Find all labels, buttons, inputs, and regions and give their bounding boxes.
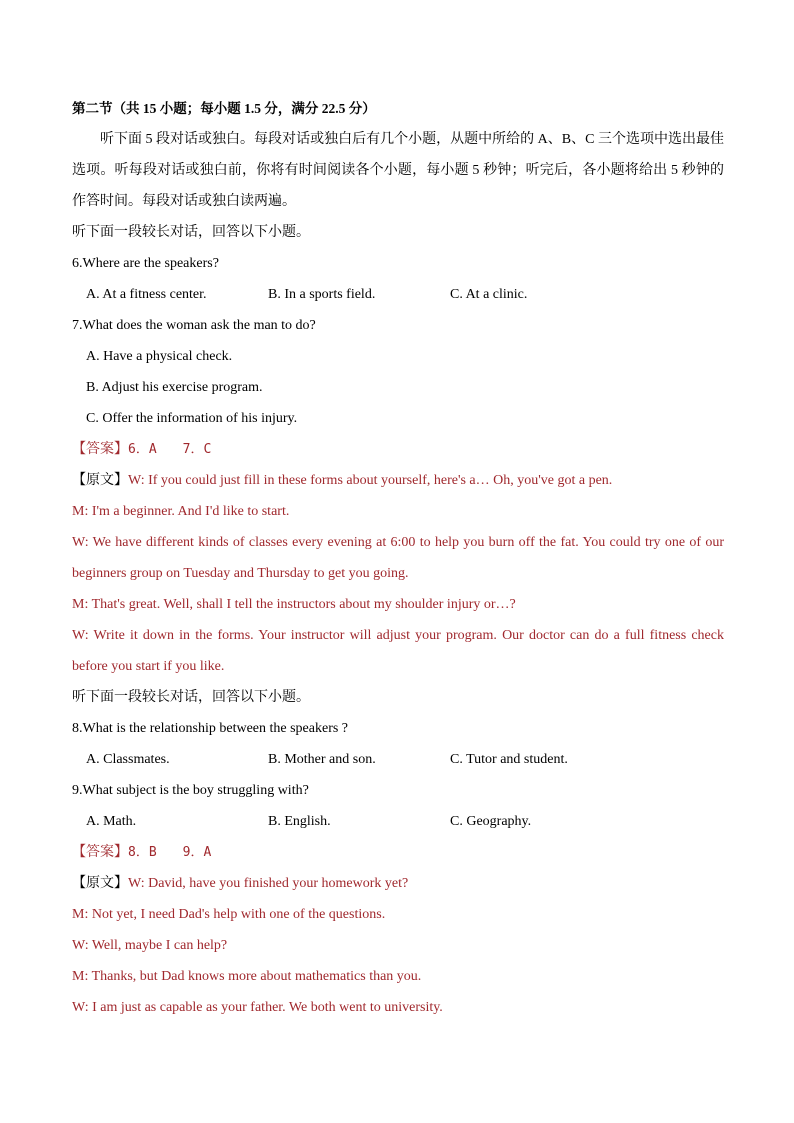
- instructions-line-1: 听下面 5 段对话或独白。每段对话或独白后有几个小题，从题中所给的 A、B、C 三个选项中选出最佳: [100, 132, 724, 147]
- question-6: 6.Where are the speakers?: [72, 256, 219, 271]
- answer-label: 【答案】: [72, 442, 128, 457]
- transcript-line: M: That's great. Well, shall I tell the instructors about my shoulder injury or…?: [72, 597, 516, 612]
- q8-option-c[interactable]: C. Tutor and student.: [450, 752, 568, 767]
- question-8-options: [72, 749, 724, 780]
- question-9: 9.What subject is the boy struggling with?: [72, 783, 309, 798]
- transcript-text: W: David, have you finished your homework yet?: [128, 876, 409, 891]
- transcript-line: before you start if you like.: [72, 659, 225, 674]
- question-8: 8.What is the relationship between the speakers ?: [72, 721, 349, 736]
- q8-option-a[interactable]: A. Classmates.: [86, 752, 170, 767]
- transcript-line: M: I'm a beginner. And I'd like to start.: [72, 504, 290, 519]
- transcript-line: M: Not yet, I need Dad's help with one of the questions.: [72, 907, 386, 922]
- question-6-options: [72, 284, 724, 315]
- answer-block-2: [72, 842, 724, 873]
- q7-option-c[interactable]: C. Offer the information of his injury.: [86, 411, 298, 426]
- instructions-line-3: 作答时间。每段对话或独白读两遍。: [72, 194, 296, 209]
- transcript-line: W: Write it down in the forms. Your instructor will adjust your program. Our doctor can do a full fitness check: [72, 628, 724, 643]
- transcript-line: beginners group on Tuesday and Thursday to get you going.: [72, 566, 409, 581]
- q9-option-c[interactable]: C. Geography.: [450, 814, 532, 829]
- q8-option-b[interactable]: B. Mother and son.: [268, 752, 376, 767]
- transcript-line: [72, 470, 724, 501]
- q7-option-a[interactable]: A. Have a physical check.: [86, 349, 233, 364]
- q9-option-a[interactable]: A. Math.: [86, 814, 137, 829]
- answer-text: 6．A 7．C: [128, 442, 212, 457]
- transcript-line: W: I am just as capable as your father. We both went to university.: [72, 1000, 443, 1015]
- question-9-options: [72, 811, 724, 842]
- q6-option-b[interactable]: B. In a sports field.: [268, 287, 376, 302]
- transcript-line: W: Well, maybe I can help?: [72, 938, 228, 953]
- group1-heading: 听下面一段较长对话，回答以下小题。: [72, 225, 310, 240]
- group2-heading: 听下面一段较长对话，回答以下小题。: [72, 690, 310, 705]
- section-title: 第二节（共 15 小题；每小题 1.5 分，满分 22.5 分）: [72, 101, 376, 116]
- q6-option-a[interactable]: A. At a fitness center.: [86, 287, 207, 302]
- transcript-label: 【原文】: [72, 473, 128, 488]
- transcript-line: [72, 873, 724, 904]
- transcript-label: 【原文】: [72, 876, 128, 891]
- answer-block-1: [72, 439, 724, 470]
- q9-option-b[interactable]: B. English.: [268, 814, 331, 829]
- q7-option-b[interactable]: B. Adjust his exercise program.: [86, 380, 263, 395]
- transcript-text: W: If you could just fill in these forms about yourself, here's a… Oh, you've got a pen.: [128, 473, 613, 488]
- answer-text: 8．B 9．A: [128, 845, 212, 860]
- q6-option-c[interactable]: C. At a clinic.: [450, 287, 528, 302]
- instructions-line-2: 选项。听每段对话或独白前，你将有时间阅读各个小题，每小题 5 秒钟；听完后，各小题将给出 5 秒钟的: [72, 163, 724, 178]
- question-7: 7.What does the woman ask the man to do?: [72, 318, 316, 333]
- exam-page: [72, 98, 724, 1028]
- answer-label: 【答案】: [72, 845, 128, 860]
- transcript-line: W: We have different kinds of classes every evening at 6:00 to help you burn off the fat. You could try one of our: [72, 535, 724, 550]
- transcript-line: M: Thanks, but Dad knows more about mathematics than you.: [72, 969, 422, 984]
